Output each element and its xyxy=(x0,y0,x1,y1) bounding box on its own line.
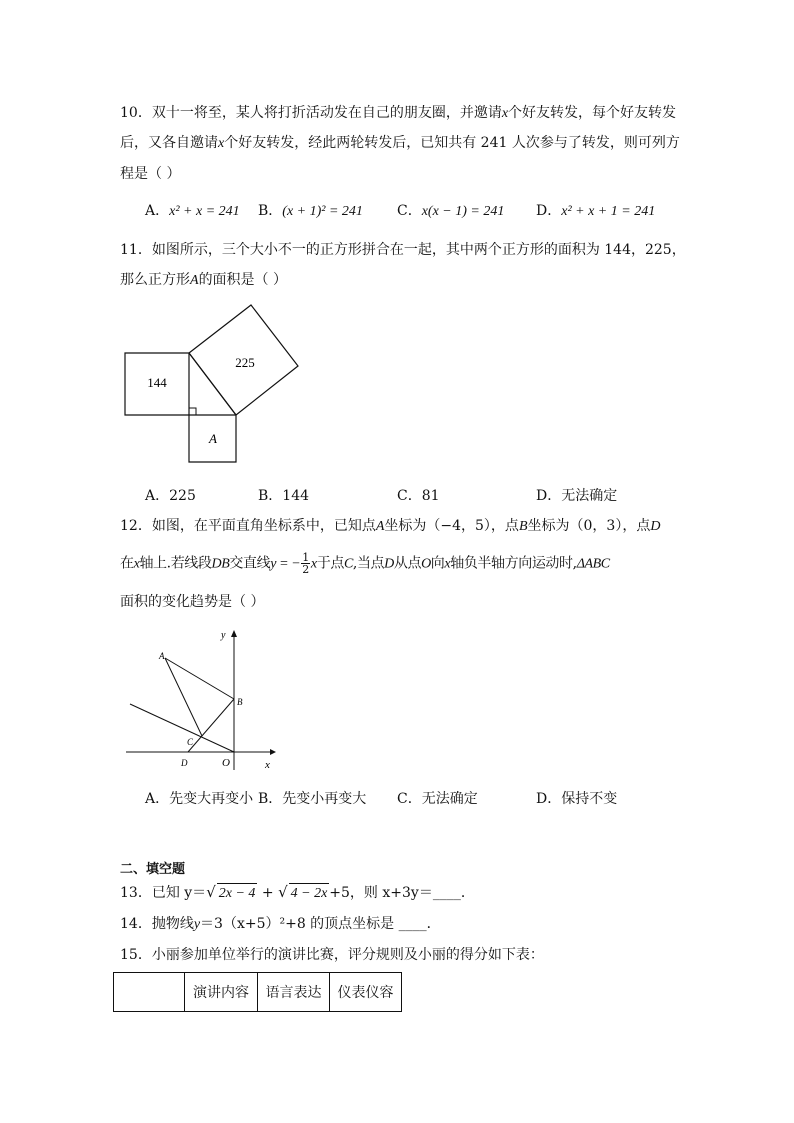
q15-line: 15．小丽参加单位举行的演讲比赛，评分规则及小丽的得分如下表： xyxy=(120,947,544,963)
right-angle-mark xyxy=(189,408,196,415)
option-label: A． xyxy=(145,488,170,504)
frac-den: 2 xyxy=(302,563,309,576)
option-label: B． xyxy=(258,488,283,504)
option-text: 81 xyxy=(421,488,440,504)
point-c-label: C xyxy=(187,737,194,747)
q12-line-3: 面积的变化趋势是（ ） xyxy=(120,594,265,610)
var-c: C xyxy=(343,556,353,572)
table-row xyxy=(114,973,402,1012)
option-text: 保持不变 xyxy=(561,791,618,807)
q13-text: +5，则 x+3y＝____． xyxy=(329,885,475,901)
q12-line-2 xyxy=(120,552,610,575)
option-label: C． xyxy=(397,488,422,504)
option-expr: x(x − 1) = 241 xyxy=(421,204,505,219)
sqrt-icon: √ xyxy=(278,883,288,901)
q10-option-b[interactable] xyxy=(258,201,363,222)
var-d: D xyxy=(384,556,394,572)
var-y: y xyxy=(193,917,201,932)
option-label: A． xyxy=(145,791,170,807)
q12-option-c[interactable] xyxy=(397,789,478,809)
q11-line-2 xyxy=(120,270,287,291)
var-x: x xyxy=(444,556,451,572)
label-a: A xyxy=(209,431,217,446)
option-label: B． xyxy=(258,791,283,807)
q11-option-a[interactable] xyxy=(145,486,196,506)
q12-text: 于点 xyxy=(316,555,344,572)
table-header-cell: 语言表达 xyxy=(258,973,330,1012)
var-a: A xyxy=(190,273,199,288)
segment-ac xyxy=(165,658,202,736)
option-label: C． xyxy=(397,203,422,219)
var-x: x xyxy=(218,136,225,151)
option-text: 无法确定 xyxy=(421,791,478,807)
fraction-half xyxy=(301,552,310,575)
option-label: D． xyxy=(536,203,562,219)
y-axis-arrow xyxy=(231,630,237,637)
q11-option-b[interactable] xyxy=(258,486,309,506)
q10-text: 10．双十一将至，某人将打折活动发在自己的朋友圈，并邀请 xyxy=(120,105,502,121)
option-text: 先变小再变大 xyxy=(282,791,367,807)
var-x: x xyxy=(133,556,140,572)
q12-text: 交直线 xyxy=(229,555,271,572)
radicand-2: 4 − 2x xyxy=(289,883,330,904)
q10-line-2 xyxy=(120,133,680,154)
table-header-cell: 仪表仪容 xyxy=(330,973,402,1012)
q11-text: 那么正方形 xyxy=(120,272,190,288)
line-equation: y = − xyxy=(270,556,301,572)
q10-line-3: 程是（ ） xyxy=(120,166,181,182)
q13-line xyxy=(120,882,475,904)
var-x: x xyxy=(501,106,509,121)
y-axis-label: y xyxy=(221,630,226,641)
q14-text: ＝3（x+5）²+8 的顶点坐标是 ____． xyxy=(200,916,441,932)
q11-text: 的面积是（ ） xyxy=(198,272,288,288)
sqrt-icon: √ xyxy=(206,883,216,901)
q12-text: 坐标为（0，3），点 xyxy=(527,518,651,534)
radicand-1: 2x − 4 xyxy=(217,883,258,904)
q12-text: 12．如图，在平面直角坐标系中，已知点 xyxy=(120,518,376,534)
option-label: A． xyxy=(145,203,170,219)
q12-line-1 xyxy=(120,516,660,537)
var-a: A xyxy=(375,519,385,534)
section-title: 二、填空题 xyxy=(120,862,186,877)
q12-option-a[interactable] xyxy=(145,789,253,809)
q10-text: 后，又各自邀请 xyxy=(120,135,218,151)
q10-option-c[interactable] xyxy=(397,201,504,222)
q11-option-c[interactable] xyxy=(397,486,440,506)
q10-text: 个好友转发，每个好友转发 xyxy=(508,105,677,121)
option-text: 先变大再变小 xyxy=(169,791,254,807)
option-text: 无法确定 xyxy=(561,488,618,504)
q14-text: 14．抛物线 xyxy=(120,916,194,932)
frac-num: 1 xyxy=(302,551,309,564)
triangle-hypotenuse xyxy=(189,353,236,415)
q10-text: 个好友转发，经此两轮转发后，已知共有 241 人次参与了转发，则可列方 xyxy=(224,135,680,151)
option-label: B． xyxy=(258,203,283,219)
q10-option-d[interactable] xyxy=(536,201,655,222)
segment-db xyxy=(188,699,234,752)
q12-text: 轴上.若线段 xyxy=(139,555,212,572)
q12-text: ,当点 xyxy=(352,555,385,572)
option-expr: x² + x + 1 = 241 xyxy=(561,204,656,219)
q12-text: 坐标为（−4，5），点 xyxy=(384,518,519,534)
x-axis-label: x xyxy=(265,759,270,771)
triangle-abc: ΔABC xyxy=(576,556,610,572)
q11-option-d[interactable] xyxy=(536,486,617,506)
point-a-label: A xyxy=(159,651,165,661)
option-text: 144 xyxy=(282,488,310,504)
option-expr: (x + 1)² = 241 xyxy=(282,204,363,219)
origin-label: O xyxy=(222,757,230,769)
var-d: D xyxy=(650,519,661,534)
point-d-label: D xyxy=(181,758,188,768)
var-b: B xyxy=(518,519,528,534)
var-o: O xyxy=(421,556,431,572)
label-144: 144 xyxy=(147,375,167,390)
label-225: 225 xyxy=(235,355,255,370)
q10-line-1 xyxy=(120,103,676,124)
line-y-neg-half-x xyxy=(130,704,234,752)
score-table xyxy=(113,972,402,1012)
q12-option-d[interactable] xyxy=(536,789,617,809)
table-header-cell xyxy=(114,973,185,1012)
plus-sign: + xyxy=(257,885,279,901)
q10-option-a[interactable] xyxy=(145,201,240,222)
q12-option-b[interactable] xyxy=(258,789,366,809)
squares-figure xyxy=(115,300,315,470)
coordinate-figure xyxy=(120,625,280,773)
option-text: 225 xyxy=(169,488,196,504)
segment-ab xyxy=(165,658,234,699)
option-label: D． xyxy=(536,791,562,807)
option-label: D． xyxy=(536,488,562,504)
option-label: C． xyxy=(397,791,422,807)
table-header-cell: 演讲内容 xyxy=(185,973,258,1012)
q12-text: 在 xyxy=(120,555,134,572)
q12-text: 向 xyxy=(430,555,445,572)
q13-text: 13．已知 y＝ xyxy=(120,885,207,901)
var-db: DB xyxy=(211,556,230,572)
option-expr: x² + x = 241 xyxy=(169,204,240,219)
point-b-label: B xyxy=(237,697,243,707)
q11-line-1: 11．如图所示，三个大小不一的正方形拼合在一起，其中两个正方形的面积为 144，225， xyxy=(120,242,686,258)
q12-text: 从点 xyxy=(393,555,422,572)
q14-line xyxy=(120,914,441,935)
x-axis-arrow xyxy=(270,749,276,755)
q12-text: 轴负半轴方向运动时, xyxy=(450,555,577,572)
var-x: x xyxy=(310,556,317,572)
